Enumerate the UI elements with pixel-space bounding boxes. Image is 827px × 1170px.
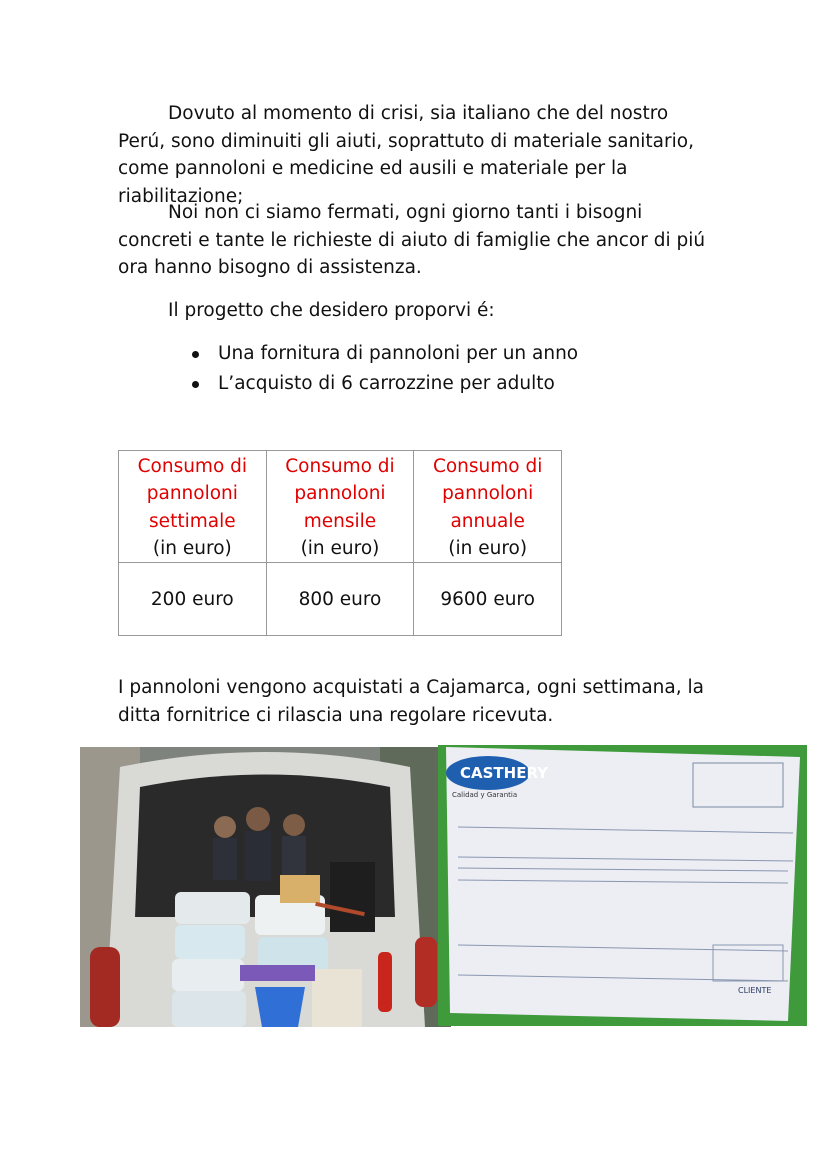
paragraph-project-text: Il progetto che desidero proporvi é: — [168, 300, 495, 321]
paragraph-needs-text: Noi non ci siamo fermati, ogni giorno tanti i bisogni concreti e tante le richieste di aiuto di famiglie che ancor di piú ora hanno bisogno di assistenza. — [118, 202, 706, 278]
paragraph-needs — [118, 199, 718, 282]
header-unit: (in euro) — [152, 537, 232, 559]
header-cell-monthly — [266, 451, 414, 563]
header-cell-weekly — [119, 451, 267, 563]
header-title: Consumo di pannoloni mensile — [285, 456, 395, 532]
receipt-client-label: CLIENTE — [738, 986, 772, 995]
receipt-photo — [438, 745, 807, 1026]
paragraph-purchase-text: I pannoloni vengono acquistati a Cajamarca, ogni settimana, la ditta fornitrice ci rilascia una regolare ricevuta. — [118, 677, 704, 726]
list-item: Una fornitura di pannoloni per un anno — [190, 339, 578, 369]
value-cell-weekly: 200 euro — [119, 563, 267, 636]
van-illustration — [80, 747, 451, 1027]
paragraph-purchase — [118, 674, 718, 729]
table-row — [119, 563, 562, 636]
value-cell-annual: 9600 euro — [414, 563, 562, 636]
paragraph-crisis — [118, 100, 718, 210]
van-supplies-photo — [80, 747, 451, 1027]
receipt-illustration — [438, 745, 807, 1026]
header-title: Consumo di pannoloni settimale — [137, 456, 248, 532]
cost-table — [118, 450, 562, 636]
table-header-row — [119, 451, 562, 563]
header-unit: (in euro) — [448, 537, 528, 559]
project-list — [190, 339, 578, 399]
header-title: Consumo di pannoloni annuale — [432, 456, 543, 532]
receipt-brand: CASTHERY — [460, 764, 549, 782]
header-cell-annual — [414, 451, 562, 563]
paragraph-project — [118, 297, 718, 325]
receipt-brand-sub: Calidad y Garantia — [452, 791, 518, 799]
header-unit: (in euro) — [300, 537, 380, 559]
paragraph-crisis-text: Dovuto al momento di crisi, sia italiano che del nostro Perú, sono diminuiti gli aiuti, soprattuto di materiale sanitario, come pannoloni e medicine ed ausili e materiale per la riabilitazione; — [118, 103, 694, 207]
list-item: L’acquisto di 6 carrozzine per adulto — [190, 369, 578, 399]
value-cell-monthly: 800 euro — [266, 563, 414, 636]
